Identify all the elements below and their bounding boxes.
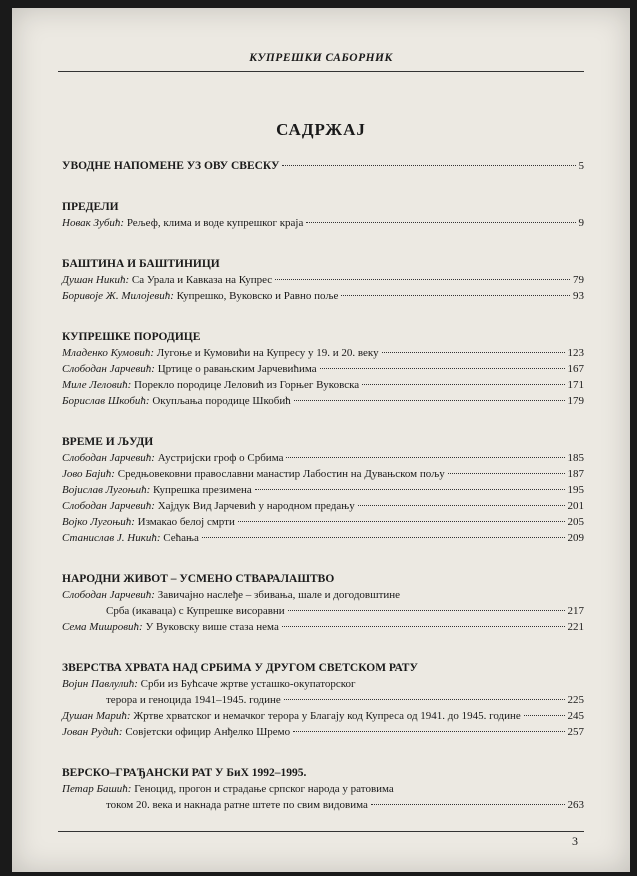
entry-author: Слободан Јарчевић: bbox=[62, 500, 155, 512]
entry-text bbox=[62, 724, 290, 740]
dot-leader bbox=[282, 626, 565, 627]
dot-leader bbox=[306, 222, 575, 223]
dot-leader bbox=[275, 279, 570, 280]
dot-leader bbox=[448, 473, 565, 474]
entry-author: Петар Башић: bbox=[62, 783, 132, 795]
page-ref: 123 bbox=[567, 347, 584, 359]
toc-entry bbox=[62, 587, 584, 603]
toc-entry bbox=[62, 272, 584, 288]
toc-section bbox=[62, 660, 584, 740]
entry-text bbox=[62, 587, 400, 603]
section-heading: ВРЕМЕ И ЉУДИ bbox=[62, 436, 154, 448]
page-ref: 217 bbox=[567, 605, 584, 617]
page-ref: 167 bbox=[567, 363, 584, 375]
page-ref: 5 bbox=[578, 160, 584, 172]
entry-text bbox=[62, 272, 272, 288]
entry-author: Миле Леловић: bbox=[62, 379, 132, 391]
entry-author: Станислав Ј. Никић: bbox=[62, 532, 161, 544]
entry-title: У Вуковску више стаза нема bbox=[142, 621, 279, 633]
dot-leader bbox=[238, 521, 565, 522]
entry-text bbox=[62, 708, 521, 724]
dot-leader bbox=[294, 400, 565, 401]
toc-entry-continuation bbox=[62, 603, 584, 619]
toc-entry bbox=[62, 676, 584, 692]
toc-section bbox=[62, 199, 584, 231]
entry-title-continued: током 20. века и накнада ратне штете по свим видовима bbox=[106, 799, 368, 811]
entry-author: Слободан Јарчевић: bbox=[62, 452, 155, 464]
entry-title: Срби из Бућсаче жртве усташко-окупаторског bbox=[137, 678, 356, 690]
dot-leader bbox=[293, 731, 564, 732]
entry-author: Сема Мишровић: bbox=[62, 621, 143, 633]
entry-author: Новак Зубић: bbox=[62, 217, 125, 229]
toc-entry bbox=[62, 215, 584, 231]
document-page bbox=[12, 8, 630, 872]
entry-text bbox=[62, 361, 317, 377]
toc-section bbox=[62, 256, 584, 304]
entry-title: Измакао белој смрти bbox=[134, 516, 235, 528]
entry-text bbox=[62, 466, 445, 482]
toc-entry bbox=[62, 781, 584, 797]
entry-text bbox=[62, 393, 291, 409]
section-heading: УВОДНЕ НАПОМЕНЕ УЗ ОВУ СВЕСКУ bbox=[62, 160, 280, 172]
entry-title: Лугоње и Кумовићи на Купресу у 19. и 20. веку bbox=[154, 347, 379, 359]
dot-leader bbox=[358, 505, 565, 506]
entry-author: Младенко Кумовић: bbox=[62, 347, 155, 359]
toc-entry bbox=[62, 514, 584, 530]
entry-text bbox=[62, 482, 252, 498]
page-ref: 171 bbox=[567, 379, 584, 391]
entry-title: Рељеф, клима и воде купрешког краја bbox=[124, 217, 304, 229]
dot-leader bbox=[362, 384, 564, 385]
page-ref: 245 bbox=[567, 710, 584, 722]
dot-leader bbox=[282, 165, 575, 166]
entry-title: Купрешка презимена bbox=[150, 484, 252, 496]
toc-entry bbox=[62, 619, 584, 635]
page-ref: 185 bbox=[567, 452, 584, 464]
entry-text bbox=[62, 215, 303, 231]
entry-author: Војин Павлулић: bbox=[62, 678, 138, 690]
toc-section bbox=[62, 571, 584, 635]
page-ref: 209 bbox=[567, 532, 584, 544]
entry-text bbox=[62, 450, 283, 466]
section-heading: НАРОДНИ ЖИВОТ – УСМЕНО СТВАРАЛАШТВО bbox=[62, 573, 335, 585]
toc-section bbox=[62, 158, 584, 174]
entry-text bbox=[62, 781, 394, 797]
entry-author: Јово Бајић: bbox=[62, 468, 115, 480]
toc-entry bbox=[62, 724, 584, 740]
entry-text bbox=[62, 514, 235, 530]
entry-author: Војко Лугоњић: bbox=[62, 516, 135, 528]
toc-section bbox=[62, 434, 584, 546]
entry-text bbox=[62, 288, 338, 304]
section-heading: КУПРЕШКЕ ПОРОДИЦЕ bbox=[62, 331, 201, 343]
entry-title: Сећања bbox=[160, 532, 199, 544]
toc-entry bbox=[62, 530, 584, 546]
entry-title: Купрешко, Вуковско и Равно поље bbox=[173, 290, 339, 302]
entry-title: Аустријски гроф о Србима bbox=[154, 452, 284, 464]
entry-title: Хајдук Вид Јарчевић у народном предању bbox=[154, 500, 355, 512]
section-heading: ЗВЕРСТВА ХРВАТА НАД СРБИМА У ДРУГОМ СВЕТСКОМ РАТУ bbox=[62, 662, 418, 674]
page-title: САДРЖАЈ bbox=[276, 120, 366, 139]
table-of-contents bbox=[62, 158, 584, 838]
page-ref: 221 bbox=[567, 621, 584, 633]
entry-title: Геноцид, прогон и страдање српског народа у ратовима bbox=[131, 783, 394, 795]
section-heading: БАШТИНА И БАШТИНИЦИ bbox=[62, 258, 220, 270]
toc-entry-continuation bbox=[62, 797, 584, 813]
entry-title: Завичајно наслеђе – збивања, шале и догодовштине bbox=[154, 589, 401, 601]
section-heading: ВЕРСКО–ГРАЂАНСКИ РАТ У БиХ 1992–1995. bbox=[62, 767, 307, 779]
page-ref: 195 bbox=[567, 484, 584, 496]
toc-entry bbox=[62, 288, 584, 304]
toc-section-heading-row bbox=[62, 158, 584, 174]
toc-section bbox=[62, 765, 584, 813]
toc-entry bbox=[62, 377, 584, 393]
page-ref: 205 bbox=[567, 516, 584, 528]
entry-title-continued: Срба (икаваца) с Купрешке висоравни bbox=[106, 605, 285, 617]
entry-text bbox=[62, 676, 356, 692]
page-ref: 9 bbox=[578, 217, 584, 229]
entry-author: Јован Рудић: bbox=[62, 726, 123, 738]
dot-leader bbox=[371, 804, 565, 805]
entry-title: Средњовековни православни манастир Лабостин на Дувањском пољу bbox=[114, 468, 445, 480]
dot-leader bbox=[284, 699, 565, 700]
page-ref: 257 bbox=[567, 726, 584, 738]
entry-author: Војислав Лугоњић: bbox=[62, 484, 151, 496]
toc-entry bbox=[62, 345, 584, 361]
dot-leader bbox=[341, 295, 570, 296]
entry-text bbox=[62, 530, 199, 546]
entry-title: Жртве хрватског и немачког терора у Благају код Купреса од 1941. до 1945. године bbox=[130, 710, 521, 722]
page-ref: 187 bbox=[567, 468, 584, 480]
entry-text bbox=[62, 345, 379, 361]
page-ref: 225 bbox=[567, 694, 584, 706]
toc-entry bbox=[62, 708, 584, 724]
page-ref: 179 bbox=[567, 395, 584, 407]
entry-author: Душан Никић: bbox=[62, 274, 130, 286]
toc-entry bbox=[62, 361, 584, 377]
entry-author: Слободан Јарчевић: bbox=[62, 363, 155, 375]
page-number: 3 bbox=[572, 834, 578, 848]
entry-title: Са Урала и Кавказа на Купрес bbox=[129, 274, 273, 286]
dot-leader bbox=[320, 368, 565, 369]
toc-entry bbox=[62, 482, 584, 498]
header-rule bbox=[58, 71, 584, 72]
page-ref: 93 bbox=[573, 290, 584, 302]
toc-entry bbox=[62, 466, 584, 482]
entry-text bbox=[62, 377, 359, 393]
entry-title: Цртице о равањским Јарчевићима bbox=[154, 363, 317, 375]
dot-leader bbox=[382, 352, 565, 353]
entry-author: Боривоје Ж. Милојевић: bbox=[62, 290, 174, 302]
dot-leader bbox=[524, 715, 565, 716]
page-ref: 263 bbox=[567, 799, 584, 811]
toc-entry bbox=[62, 393, 584, 409]
footer-rule bbox=[58, 831, 584, 832]
page-ref: 201 bbox=[567, 500, 584, 512]
page-ref: 79 bbox=[573, 274, 584, 286]
entry-text bbox=[62, 498, 355, 514]
entry-title: Окупљања породице Шкобић bbox=[149, 395, 291, 407]
entry-author: Душан Марић: bbox=[62, 710, 131, 722]
entry-title: Совјетски официр Анђелко Шремо bbox=[122, 726, 291, 738]
toc-entry bbox=[62, 450, 584, 466]
toc-entry-continuation bbox=[62, 692, 584, 708]
section-heading: ПРЕДЕЛИ bbox=[62, 201, 119, 213]
dot-leader bbox=[255, 489, 565, 490]
dot-leader bbox=[202, 537, 565, 538]
toc-entry bbox=[62, 498, 584, 514]
dot-leader bbox=[286, 457, 564, 458]
entry-title-continued: терора и геноцида 1941–1945. године bbox=[106, 694, 281, 706]
entry-text bbox=[62, 619, 279, 635]
toc-section bbox=[62, 329, 584, 409]
entry-author: Слободан Јарчевић: bbox=[62, 589, 155, 601]
entry-title: Порекло породице Леловић из Горњег Вуковска bbox=[131, 379, 360, 391]
dot-leader bbox=[288, 610, 565, 611]
running-header: КУПРЕШКИ САБОРНИК bbox=[249, 52, 393, 64]
entry-author: Борислав Шкобић: bbox=[62, 395, 150, 407]
